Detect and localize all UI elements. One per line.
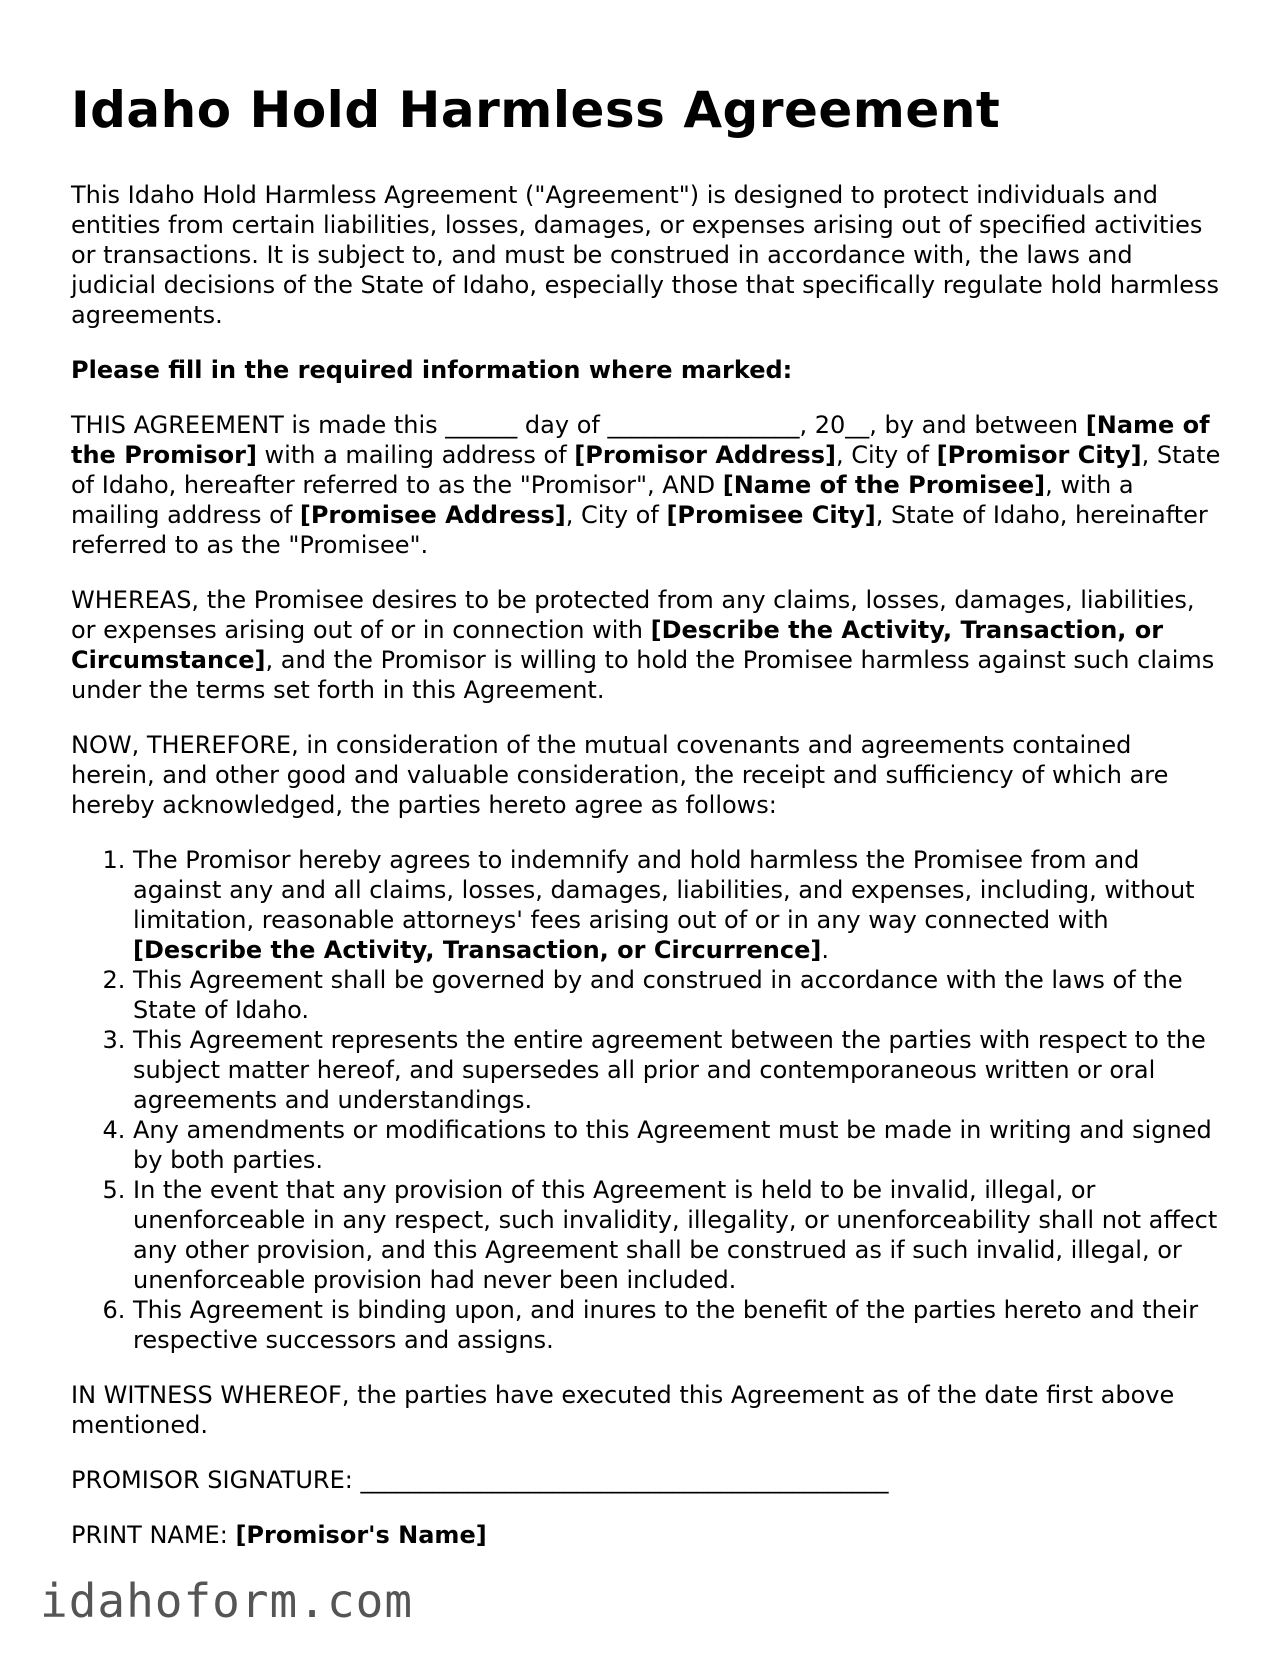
whereas-text-2: , and the Promisor is willing to hold the Promisee harmless against such claims under the terms set forth in this Agreement. [71,646,1215,704]
now-therefore-paragraph: NOW, THEREFORE, in consideration of the mutual covenants and agreements contained herein, and other good and valuable consideration, the receipt and sufficiency of which are hereby acknowledged, the parties hereto agree as follows: [71,731,1169,819]
whereas-paragraph [71,585,1221,705]
term-1-activity-placeholder: [Describe the Activity, Transaction, or Circurrence] [133,936,822,964]
instruction-text: Please fill in the required information where marked: [71,356,793,384]
list-item [133,845,1221,965]
list-item: 5. In the event that any provision of this Agreement is held to be invalid, illegal, or unenforceable in any respect, such invalidity, illegality, or unenforceability shall not affect any other provision, and this Agreement shall be construed as if such invalid, illegal, or unenforceable provision had never been included. [133,1175,1221,1295]
list-item: 4. Any amendments or modifications to this Agreement must be made in writing and signed by both parties. [133,1115,1221,1175]
list-item: 6. This Agreement is binding upon, and inures to the benefit of the parties hereto and their respective successors and assigns. [133,1295,1221,1355]
term-1-text-1: The Promisor hereby agrees to indemnify and hold harmless the Promisee from and against any and all claims, losses, damages, liabilities, and expenses, including, without limitation, reasonable attorneys' fees arising out of or in any way connected with [133,846,1195,934]
whereas-text-1: WHEREAS, the Promisee desires to be protected from any claims, losses, damages, liabilities, or expenses arising out of or in connection with [71,586,1195,644]
parties-text-4: , State of Idaho, hereafter referred to as the "Promisor", AND [71,441,1221,499]
promisor-city-placeholder: [Promisor City] [936,441,1142,469]
print-name-label: PRINT NAME: [71,1521,236,1549]
parties-text-2: with a mailing address of [256,441,575,469]
list-item: 3. This Agreement represents the entire agreement between the parties with respect to the subject matter hereof, and supersedes all prior and contemporaneous written or oral agreements and understandings. [133,1025,1221,1115]
promisee-address-placeholder: [Promisee Address] [299,501,566,529]
instruction-heading [71,355,1221,385]
print-name-placeholder: [Promisor's Name] [235,1521,487,1549]
print-name-line [71,1520,1221,1550]
signature-line: PROMISOR SIGNATURE: ____________________________________________ [71,1466,889,1494]
terms-list [71,845,1221,1355]
promisor-name-placeholder: [Name of the Promisor] [71,411,1210,469]
promisee-city-placeholder: [Promisee City] [666,501,876,529]
promisee-name-placeholder: [Name of the Promisee] [722,471,1046,499]
term-1-text-2: . [821,936,829,964]
document-title: Idaho Hold Harmless Agreement [71,81,1001,139]
parties-text-7: , State of Idaho, hereinafter referred to as the "Promisee". [71,501,1208,559]
intro-paragraph: This Idaho Hold Harmless Agreement ("Agreement") is designed to protect individuals and entities from certain liabilities, losses, damages, or expenses arising out of specified activities or transactions. It is subject to, and must be construed in accordance with, the laws and judicial decisions of the State of Idaho, especially those that specifically regulate hold harmless agreements. [71,181,1220,329]
parties-text-3: , City of [835,441,937,469]
parties-paragraph [71,410,1221,560]
activity-placeholder: [Describe the Activity, Transaction, or Circumstance] [71,616,1164,674]
document-page [71,80,1221,1575]
parties-text-5: , with a mailing address of [71,471,1134,529]
promisor-address-placeholder: [Promisor Address] [574,441,836,469]
parties-text-1: THIS AGREEMENT is made this ______ day of ________________, 20__, by and between [71,411,1086,439]
site-watermark: idahoform.com [40,1574,414,1628]
parties-text-6: , City of [565,501,667,529]
list-item: 2. This Agreement shall be governed by and construed in accordance with the laws of the State of Idaho. [133,965,1221,1025]
witness-paragraph: IN WITNESS WHEREOF, the parties have executed this Agreement as of the date first above mentioned. [71,1381,1175,1439]
